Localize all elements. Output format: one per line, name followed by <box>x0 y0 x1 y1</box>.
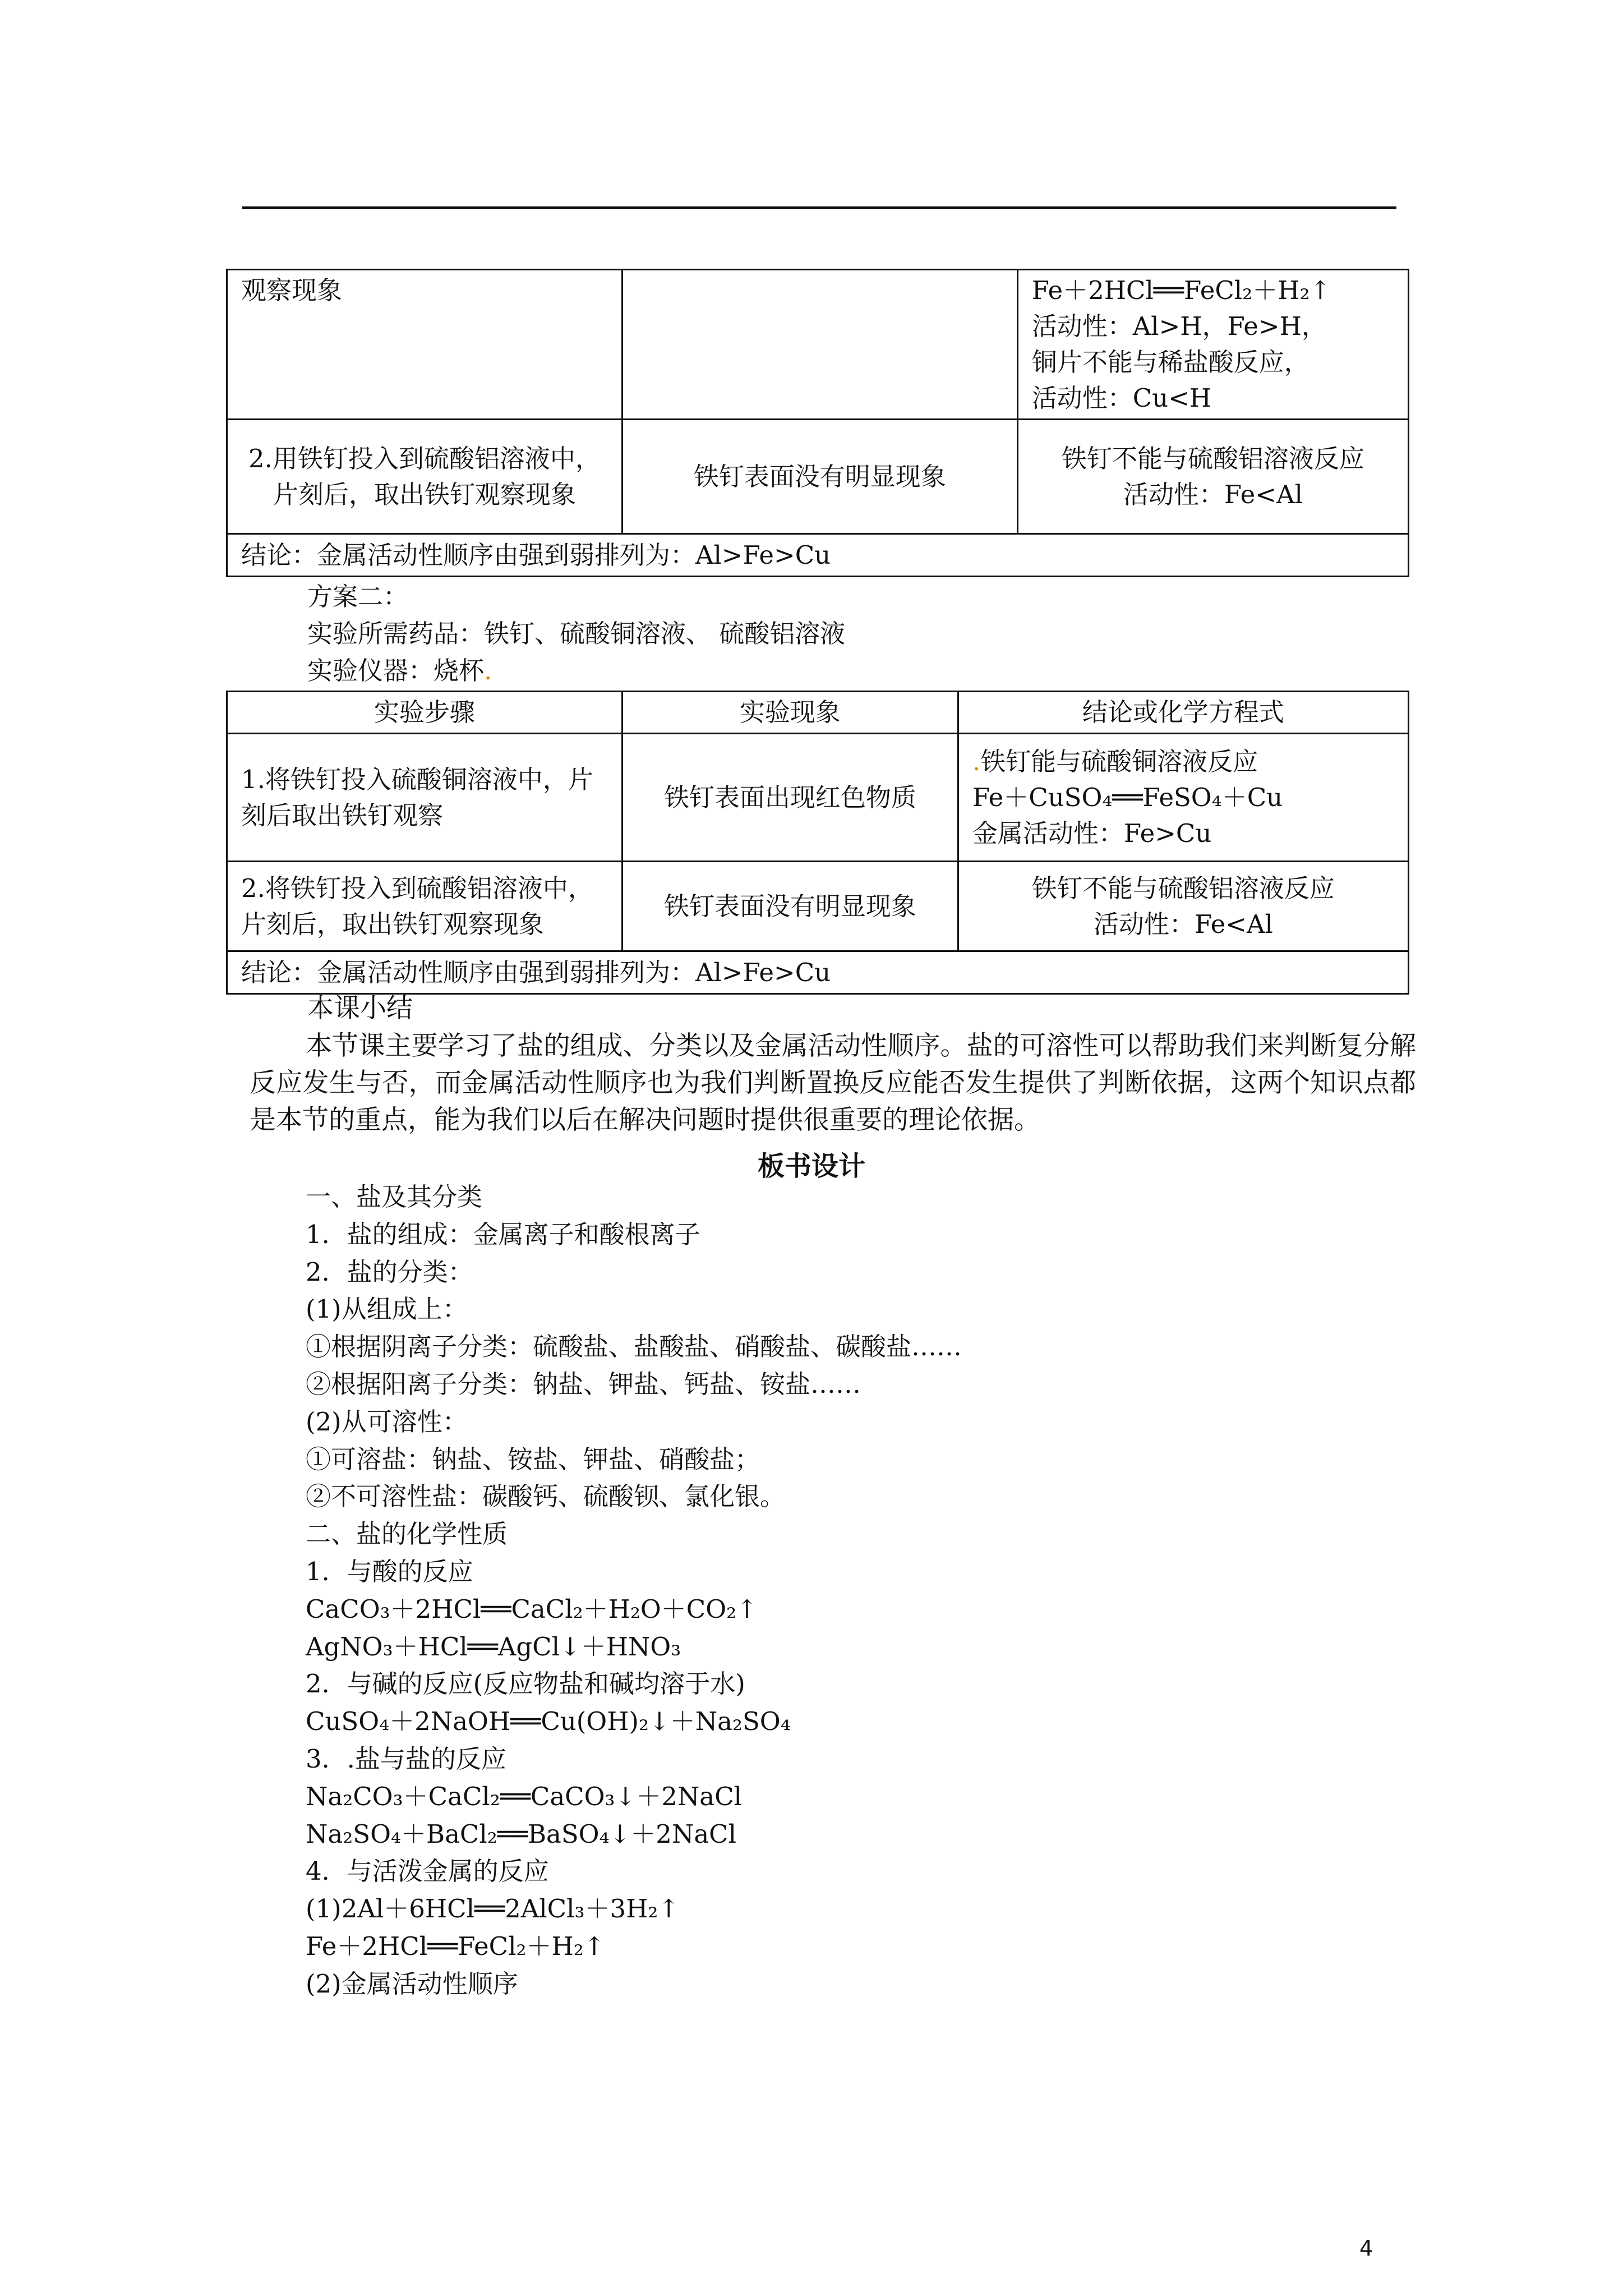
board-line: (1)从组成上： <box>306 1294 468 1324</box>
cell-line: 铁钉不能与硫酸铝溶液反应 <box>1031 873 1335 903</box>
summary-title: 本课小结 <box>307 993 413 1024</box>
table-row <box>227 534 1409 577</box>
table-row <box>227 951 1409 994</box>
table-cell <box>958 734 1408 862</box>
board-design-heading: 板书设计 <box>757 1151 865 1182</box>
column-header: 实验步骤 <box>227 692 623 734</box>
header-rule <box>242 206 1396 209</box>
table-cell: 1.将铁钉投入硫酸铜溶液中，片刻后取出铁钉观察 <box>227 734 623 862</box>
board-line: 3．.盐与盐的反应 <box>306 1744 506 1774</box>
table-row <box>227 734 1409 862</box>
summary-paragraph: 本节课主要学习了盐的组成、分类以及金属活动性顺序。盐的可溶性可以帮助我们来判断复分解反应发生与否，而金属活动性顺序也为我们判断置换反应能否发生提供了判断依据，这两个知识点都是本节的重点，能为我们以后在解决问题时提供很重要的理论依据。 <box>250 1030 1416 1135</box>
cell-line: 活动性：Fe<Al <box>1093 909 1273 939</box>
table-header-row <box>227 692 1409 734</box>
conclusion-cell: 结论：金属活动性顺序由强到弱排列为：Al>Fe>Cu <box>227 951 1409 994</box>
page-number: 4 <box>1359 2236 1373 2261</box>
board-line: 2．与碱的反应(反应物盐和碱均溶于水) <box>306 1669 745 1699</box>
table-cell <box>958 862 1408 951</box>
cell-line: 活动性：Fe<Al <box>1123 479 1303 509</box>
board-line: 二、盐的化学性质 <box>306 1519 508 1549</box>
board-line: ①可溶盐：钠盐、铵盐、钾盐、硝酸盐； <box>306 1444 760 1474</box>
board-line: ②根据阳离子分类：钠盐、钾盐、钙盐、铵盐…… <box>306 1369 861 1399</box>
equation-line: CuSO₄＋2NaOH══Cu(OH)₂↓＋Na₂SO₄ <box>306 1706 791 1736</box>
equation-line: Fe＋2HCl══FeCl₂＋H₂↑ <box>306 1931 605 1961</box>
instruments-line: 实验仪器：烧杯. <box>307 656 492 685</box>
plan-title: 方案二： <box>307 582 409 611</box>
column-header: 结论或化学方程式 <box>958 692 1408 734</box>
table-row <box>227 270 1409 420</box>
table-cell: 2.用铁钉投入到硫酸铝溶液中，片刻后，取出铁钉观察现象 <box>227 420 623 534</box>
board-line: (2)金属活动性顺序 <box>306 1969 518 1999</box>
board-line: 4．与活泼金属的反应 <box>306 1856 549 1886</box>
experiment-table-1 <box>226 269 1409 577</box>
board-line: (2)从可溶性： <box>306 1407 468 1437</box>
cell-line: 铁钉不能与硫酸铝溶液反应 <box>1061 443 1364 473</box>
equation-line: AgNO₃＋HCl══AgCl↓＋HNO₃ <box>306 1632 681 1662</box>
conclusion-cell: 结论：金属活动性顺序由强到弱排列为：Al>Fe>Cu <box>227 534 1409 577</box>
cell-line: 金属活动性：Fe>Cu <box>972 818 1212 848</box>
cell-line: 铜片不能与稀盐酸反应， <box>1031 347 1310 377</box>
table-cell <box>1017 270 1408 420</box>
cell-line: .铁钉能与硫酸铜溶液反应 <box>972 746 1258 776</box>
equation: Fe＋2HCl══FeCl₂＋H₂↑ <box>1031 275 1331 305</box>
table-cell: 铁钉表面没有明显现象 <box>622 420 1017 534</box>
board-line: 一、盐及其分类 <box>306 1182 483 1212</box>
board-line: 1．盐的组成：金属离子和酸根离子 <box>306 1220 700 1249</box>
equation: Fe＋CuSO₄══FeSO₄＋Cu <box>972 782 1283 812</box>
table-cell: 铁钉表面出现红色物质 <box>622 734 958 862</box>
board-line: 2．盐的分类： <box>306 1257 473 1287</box>
equation-line: Na₂CO₃＋CaCl₂══CaCO₃↓＋2NaCl <box>306 1782 742 1811</box>
table-cell: 观察现象 <box>227 270 623 420</box>
board-line: (1)2Al＋6HCl══2AlCl₃＋3H₂↑ <box>306 1894 680 1924</box>
equation-line: CaCO₃＋2HCl══CaCl₂＋H₂O＋CO₂↑ <box>306 1594 758 1624</box>
reagents-line: 实验所需药品：铁钉、硫酸铜溶液、 硫酸铝溶液 <box>307 619 846 648</box>
table-cell: 2.将铁钉投入到硫酸铝溶液中，片刻后，取出铁钉观察现象 <box>227 862 623 951</box>
board-line: ②不可溶性盐：碳酸钙、硫酸钡、氯化银。 <box>306 1481 786 1511</box>
equation-line: Na₂SO₄＋BaCl₂══BaSO₄↓＋2NaCl <box>306 1819 736 1849</box>
table-cell: 铁钉表面没有明显现象 <box>622 862 958 951</box>
cell-line: 活动性：Al>H，Fe>H， <box>1031 311 1327 341</box>
board-line: 1．与酸的反应 <box>306 1557 473 1586</box>
experiment-table-2 <box>226 691 1409 995</box>
table-row <box>227 862 1409 951</box>
table-cell <box>622 270 1017 420</box>
board-line: ①根据阴离子分类：硫酸盐、盐酸盐、硝酸盐、碳酸盐…… <box>306 1332 962 1361</box>
table-cell <box>1017 420 1408 534</box>
column-header: 实验现象 <box>622 692 958 734</box>
table-row <box>227 420 1409 534</box>
cell-line: 活动性：Cu<H <box>1031 383 1212 413</box>
